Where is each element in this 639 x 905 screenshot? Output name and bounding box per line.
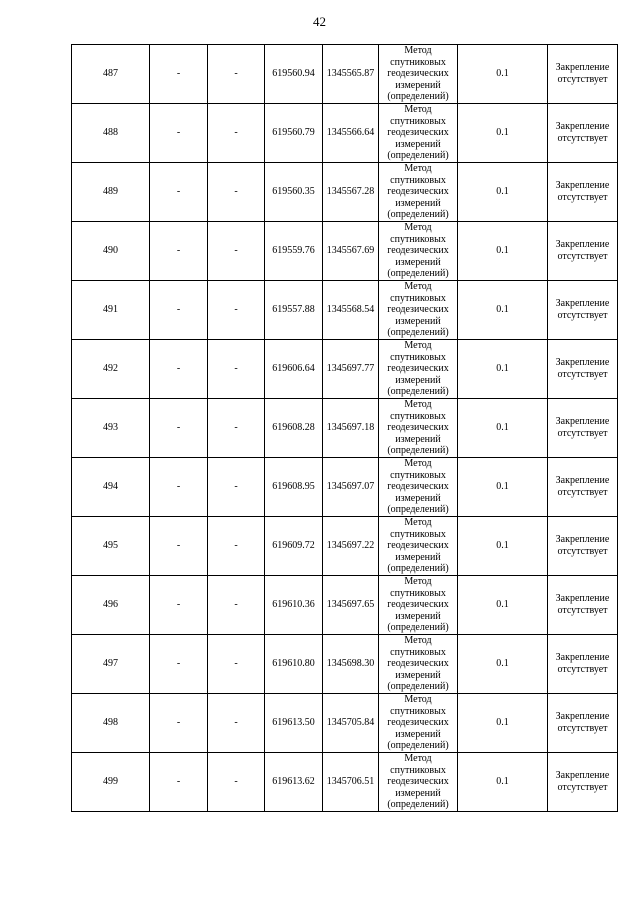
method-cell: [379, 163, 458, 222]
method-line: (определений): [387, 799, 449, 811]
method-line: Метод: [404, 340, 432, 352]
method-line: геодезических: [387, 422, 449, 434]
method-cell: [379, 517, 458, 576]
method-line: измерений: [395, 610, 441, 622]
method-line: геодезических: [387, 304, 449, 316]
method-line: спутниковых: [390, 292, 446, 304]
method-line: спутниковых: [390, 233, 446, 245]
point-number-cell: 493: [72, 399, 150, 458]
method-line: Метод: [404, 753, 432, 765]
old-y-cell: -: [208, 458, 265, 517]
table-row: [72, 45, 618, 104]
method-line: Метод: [404, 517, 432, 529]
point-number-cell: 497: [72, 635, 150, 694]
method-line: Метод: [404, 458, 432, 470]
fixation-line: отсутствует: [557, 723, 608, 734]
method-cell: [379, 399, 458, 458]
table-row: [72, 281, 618, 340]
method-line: геодезических: [387, 363, 449, 375]
table-row: [72, 399, 618, 458]
old-y-cell: -: [208, 517, 265, 576]
method-cell: [379, 340, 458, 399]
method-line: измерений: [395, 138, 441, 150]
point-number-cell: 490: [72, 222, 150, 281]
method-line: измерений: [395, 197, 441, 209]
accuracy-cell: 0.1: [458, 753, 548, 812]
method-line: спутниковых: [390, 587, 446, 599]
table-row: [72, 222, 618, 281]
fixation-cell: [548, 281, 618, 340]
fixation-line: отсутствует: [557, 310, 608, 321]
method-line: геодезических: [387, 68, 449, 80]
fixation-cell: [548, 517, 618, 576]
method-line: Метод: [404, 45, 432, 57]
table-row: [72, 458, 618, 517]
point-number-cell: 494: [72, 458, 150, 517]
accuracy-cell: 0.1: [458, 458, 548, 517]
method-cell: [379, 576, 458, 635]
method-line: геодезических: [387, 540, 449, 552]
method-line: (определений): [387, 386, 449, 398]
method-line: геодезических: [387, 599, 449, 611]
method-line: геодезических: [387, 127, 449, 139]
method-line: геодезических: [387, 776, 449, 788]
table-row: [72, 340, 618, 399]
method-line: (определений): [387, 327, 449, 339]
fixation-cell: [548, 635, 618, 694]
point-number-cell: 489: [72, 163, 150, 222]
method-cell: [379, 635, 458, 694]
old-y-cell: -: [208, 635, 265, 694]
fixation-cell: [548, 399, 618, 458]
method-line: (определений): [387, 268, 449, 280]
method-line: (определений): [387, 445, 449, 457]
method-cell: [379, 222, 458, 281]
method-line: спутниковых: [390, 764, 446, 776]
y-coordinate-cell: 1345565.87: [323, 45, 379, 104]
y-coordinate-cell: 1345698.30: [323, 635, 379, 694]
x-coordinate-cell: 619560.35: [265, 163, 323, 222]
y-coordinate-cell: 1345705.84: [323, 694, 379, 753]
accuracy-cell: 0.1: [458, 222, 548, 281]
method-line: (определений): [387, 504, 449, 516]
old-x-cell: -: [150, 281, 208, 340]
point-number-cell: 499: [72, 753, 150, 812]
old-x-cell: -: [150, 399, 208, 458]
x-coordinate-cell: 619613.62: [265, 753, 323, 812]
fixation-line: Закрепление: [555, 416, 610, 427]
old-x-cell: -: [150, 694, 208, 753]
method-line: (определений): [387, 209, 449, 221]
method-line: измерений: [395, 374, 441, 386]
x-coordinate-cell: 619608.95: [265, 458, 323, 517]
table-row: [72, 694, 618, 753]
x-coordinate-cell: 619613.50: [265, 694, 323, 753]
fixation-cell: [548, 694, 618, 753]
method-line: спутниковых: [390, 174, 446, 186]
accuracy-cell: 0.1: [458, 576, 548, 635]
fixation-line: Закрепление: [555, 475, 610, 486]
method-line: спутниковых: [390, 56, 446, 68]
table-row: [72, 104, 618, 163]
fixation-line: Закрепление: [555, 593, 610, 604]
old-x-cell: -: [150, 576, 208, 635]
y-coordinate-cell: 1345697.18: [323, 399, 379, 458]
old-y-cell: -: [208, 753, 265, 812]
method-line: измерений: [395, 79, 441, 91]
method-cell: [379, 694, 458, 753]
point-number-cell: 491: [72, 281, 150, 340]
fixation-line: отсутствует: [557, 605, 608, 616]
fixation-line: Закрепление: [555, 180, 610, 191]
fixation-line: отсутствует: [557, 192, 608, 203]
table-row: [72, 753, 618, 812]
x-coordinate-cell: 619610.36: [265, 576, 323, 635]
method-line: Метод: [404, 635, 432, 647]
old-y-cell: -: [208, 104, 265, 163]
y-coordinate-cell: 1345566.64: [323, 104, 379, 163]
method-line: геодезических: [387, 717, 449, 729]
old-y-cell: -: [208, 694, 265, 753]
method-line: Метод: [404, 694, 432, 706]
x-coordinate-cell: 619606.64: [265, 340, 323, 399]
method-line: измерений: [395, 787, 441, 799]
old-y-cell: -: [208, 340, 265, 399]
point-number-cell: 495: [72, 517, 150, 576]
old-x-cell: -: [150, 753, 208, 812]
point-number-cell: 488: [72, 104, 150, 163]
fixation-cell: [548, 104, 618, 163]
method-line: спутниковых: [390, 646, 446, 658]
old-y-cell: -: [208, 45, 265, 104]
method-line: геодезических: [387, 658, 449, 670]
old-x-cell: -: [150, 104, 208, 163]
fixation-line: отсутствует: [557, 369, 608, 380]
fixation-line: Закрепление: [555, 770, 610, 781]
fixation-line: отсутствует: [557, 133, 608, 144]
table-row: [72, 517, 618, 576]
method-line: (определений): [387, 563, 449, 575]
old-y-cell: -: [208, 576, 265, 635]
fixation-line: отсутствует: [557, 74, 608, 85]
y-coordinate-cell: 1345567.28: [323, 163, 379, 222]
y-coordinate-cell: 1345568.54: [323, 281, 379, 340]
table-row: [72, 163, 618, 222]
fixation-line: Закрепление: [555, 239, 610, 250]
x-coordinate-cell: 619559.76: [265, 222, 323, 281]
method-line: геодезических: [387, 245, 449, 257]
method-cell: [379, 281, 458, 340]
x-coordinate-cell: 619609.72: [265, 517, 323, 576]
method-line: измерений: [395, 315, 441, 327]
method-line: геодезических: [387, 186, 449, 198]
old-x-cell: -: [150, 163, 208, 222]
old-y-cell: -: [208, 163, 265, 222]
x-coordinate-cell: 619557.88: [265, 281, 323, 340]
old-x-cell: -: [150, 635, 208, 694]
method-line: (определений): [387, 622, 449, 634]
method-line: (определений): [387, 681, 449, 693]
accuracy-cell: 0.1: [458, 340, 548, 399]
x-coordinate-cell: 619608.28: [265, 399, 323, 458]
y-coordinate-cell: 1345567.69: [323, 222, 379, 281]
fixation-cell: [548, 576, 618, 635]
fixation-cell: [548, 45, 618, 104]
point-number-cell: 498: [72, 694, 150, 753]
fixation-line: отсутствует: [557, 487, 608, 498]
method-cell: [379, 104, 458, 163]
method-line: спутниковых: [390, 528, 446, 540]
y-coordinate-cell: 1345697.22: [323, 517, 379, 576]
old-x-cell: -: [150, 517, 208, 576]
method-line: измерений: [395, 492, 441, 504]
method-line: спутниковых: [390, 351, 446, 363]
fixation-line: Закрепление: [555, 62, 610, 73]
y-coordinate-cell: 1345697.65: [323, 576, 379, 635]
method-cell: [379, 45, 458, 104]
method-line: спутниковых: [390, 410, 446, 422]
fixation-line: отсутствует: [557, 546, 608, 557]
method-line: измерений: [395, 551, 441, 563]
method-line: (определений): [387, 91, 449, 103]
fixation-cell: [548, 222, 618, 281]
method-line: (определений): [387, 150, 449, 162]
method-cell: [379, 458, 458, 517]
fixation-line: Закрепление: [555, 534, 610, 545]
fixation-cell: [548, 753, 618, 812]
x-coordinate-cell: 619610.80: [265, 635, 323, 694]
point-number-cell: 492: [72, 340, 150, 399]
table-row: [72, 635, 618, 694]
fixation-line: отсутствует: [557, 782, 608, 793]
method-line: Метод: [404, 281, 432, 293]
accuracy-cell: 0.1: [458, 45, 548, 104]
method-line: измерений: [395, 433, 441, 445]
accuracy-cell: 0.1: [458, 635, 548, 694]
point-number-cell: 487: [72, 45, 150, 104]
fixation-cell: [548, 163, 618, 222]
old-x-cell: -: [150, 45, 208, 104]
x-coordinate-cell: 619560.94: [265, 45, 323, 104]
old-x-cell: -: [150, 458, 208, 517]
accuracy-cell: 0.1: [458, 399, 548, 458]
method-line: измерений: [395, 256, 441, 268]
method-line: (определений): [387, 740, 449, 752]
y-coordinate-cell: 1345697.07: [323, 458, 379, 517]
fixation-line: Закрепление: [555, 298, 610, 309]
method-line: геодезических: [387, 481, 449, 493]
fixation-line: Закрепление: [555, 711, 610, 722]
fixation-cell: [548, 340, 618, 399]
fixation-line: Закрепление: [555, 652, 610, 663]
table-body: [72, 45, 618, 812]
old-y-cell: -: [208, 281, 265, 340]
y-coordinate-cell: 1345706.51: [323, 753, 379, 812]
method-line: спутниковых: [390, 469, 446, 481]
fixation-line: Закрепление: [555, 357, 610, 368]
accuracy-cell: 0.1: [458, 694, 548, 753]
x-coordinate-cell: 619560.79: [265, 104, 323, 163]
accuracy-cell: 0.1: [458, 281, 548, 340]
page-number: 42: [313, 14, 326, 29]
old-y-cell: -: [208, 399, 265, 458]
method-line: Метод: [404, 399, 432, 411]
table-row: [72, 576, 618, 635]
method-line: спутниковых: [390, 705, 446, 717]
fixation-line: отсутствует: [557, 251, 608, 262]
old-x-cell: -: [150, 340, 208, 399]
y-coordinate-cell: 1345697.77: [323, 340, 379, 399]
method-line: Метод: [404, 104, 432, 116]
method-line: измерений: [395, 728, 441, 740]
accuracy-cell: 0.1: [458, 517, 548, 576]
accuracy-cell: 0.1: [458, 104, 548, 163]
fixation-line: отсутствует: [557, 664, 608, 675]
fixation-line: отсутствует: [557, 428, 608, 439]
method-line: Метод: [404, 163, 432, 175]
fixation-line: Закрепление: [555, 121, 610, 132]
method-line: спутниковых: [390, 115, 446, 127]
fixation-cell: [548, 458, 618, 517]
method-cell: [379, 753, 458, 812]
point-number-cell: 496: [72, 576, 150, 635]
old-x-cell: -: [150, 222, 208, 281]
method-line: Метод: [404, 222, 432, 234]
old-y-cell: -: [208, 222, 265, 281]
method-line: Метод: [404, 576, 432, 588]
coordinates-table: [71, 44, 618, 812]
method-line: измерений: [395, 669, 441, 681]
accuracy-cell: 0.1: [458, 163, 548, 222]
